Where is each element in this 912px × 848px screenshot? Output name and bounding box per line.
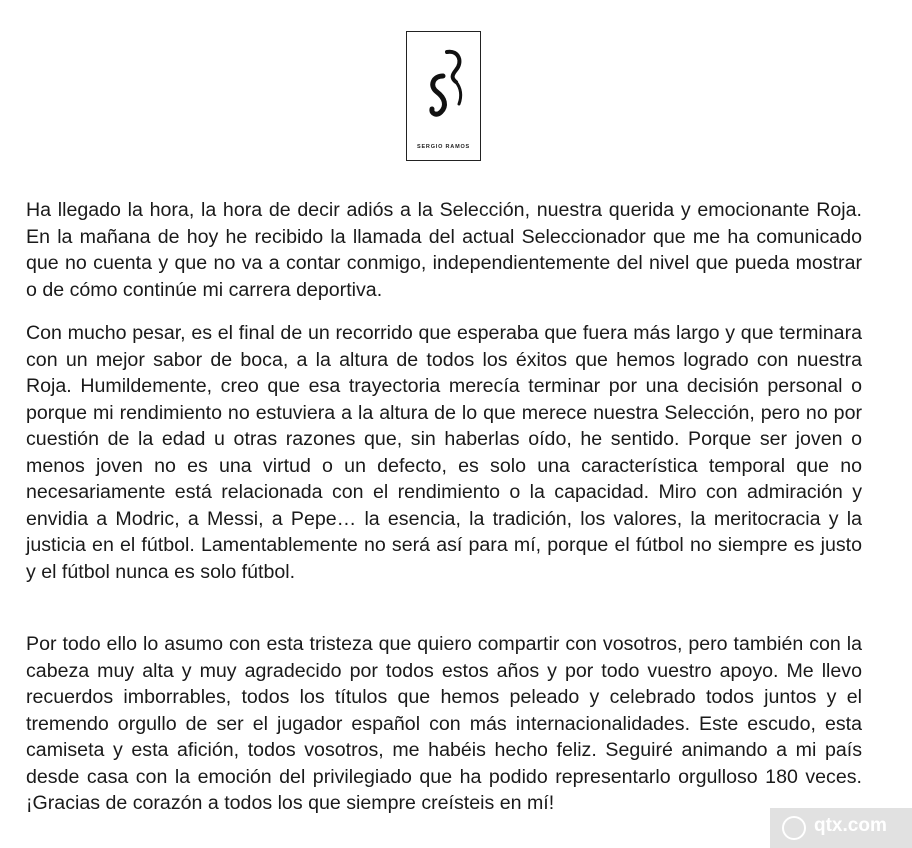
letter-paragraph-1: Ha llegado la hora, la hora de decir adiós a la Selección, nuestra querida y emocionante Roja. En la mañana de hoy he recibido la llamada del actual Seleccionador que me ha comunicado que no cuenta y que no va a contar conmigo, independientemente del nivel que pueda mostrar o de cómo continúe mi carrera deportiva.	[26, 199, 862, 301]
basketball-icon	[782, 816, 806, 840]
watermark-text: qtx.com	[814, 815, 887, 836]
watermark	[770, 808, 912, 848]
letter-paragraph-3: Por todo ello lo asumo con esta tristeza que quiero compartir con vosotros, pero también con la cabeza muy alta y muy agradecido por todos estos años y por todo vuestro apoyo. Me llevo recuerdos imborrables, todos los títulos que hemos peleado y celebrado todos juntos y el tremendo orgullo de ser el jugador español con más internacionalidades. Este escudo, esta camiseta y esta afición, todos vosotros, me habéis hecho feliz. Seguiré animando a mi país desde casa con la emoción del privilegiado que ha podido representarlo orgulloso 180 veces. ¡Gracias de corazón a todos los que siempre creísteis en mí!	[26, 633, 862, 814]
letter-paragraph-2: Con mucho pesar, es el final de un recorrido que esperaba que fuera más largo y que terminara con un mejor sabor de boca, a la altura de todos los éxitos que hemos logrado con nuestra Roja. Humildemente, creo que esa trayectoria merecía terminar por una decisión personal o porque mi rendimiento no estuviera a la altura de lo que merece nuestra Selección, pero no por cuestión de la edad u otras razones que, sin haberlas oído, he sentido. Porque ser joven o menos joven no es una virtud o un defecto, es solo una característica temporal que no necesariamente está relacionada con el rendimiento o la capacidad. Miro con admiración y envidia a Modric, a Messi, a Pepe… la esencia, la tradición, los valores, la meritocracia y la justicia en el fútbol. Lamentablemente no será así para mí, porque el fútbol no siempre es justo y el fútbol nunca es solo fútbol.	[26, 322, 862, 583]
sr-monogram-icon	[407, 32, 482, 142]
sergio-ramos-logo	[406, 31, 481, 161]
logo-caption: SERGIO RAMOS	[417, 144, 470, 150]
